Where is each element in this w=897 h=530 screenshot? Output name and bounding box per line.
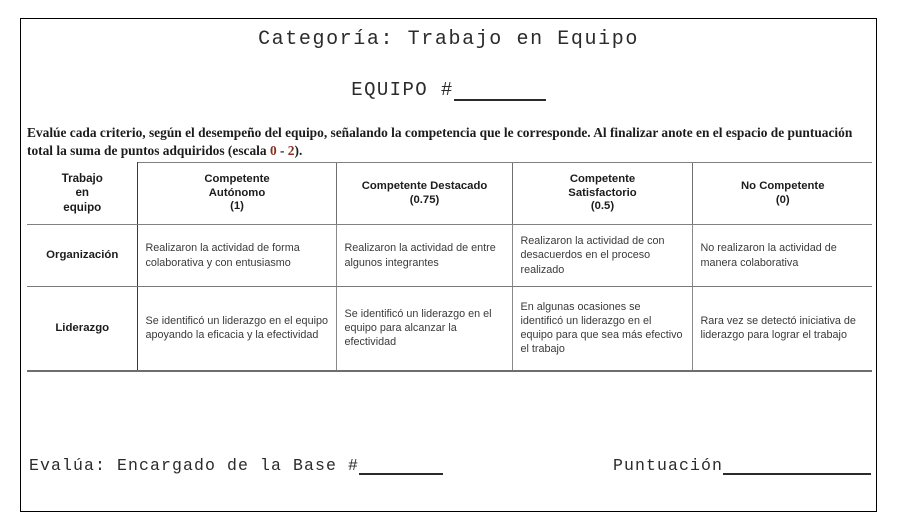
score-label: Puntuación xyxy=(613,456,724,475)
header-level-4-score: (0) xyxy=(775,193,790,206)
header-level-1-score: (1) xyxy=(230,200,244,213)
document-page xyxy=(20,18,877,512)
header-level-1-line-2: Autónomo xyxy=(208,186,266,199)
criterion-label-liderazgo: Liderazgo xyxy=(27,287,137,371)
header-level-4-line-1: No Competente xyxy=(741,180,825,192)
header-cell-no-competente xyxy=(692,163,872,225)
header-level-1-line-1: Competente xyxy=(204,173,270,186)
score-blank[interactable] xyxy=(723,460,871,475)
page-title: Categoría: Trabajo en Equipo xyxy=(258,28,639,51)
cell-liderazgo-autonomo[interactable]: Se identificó un liderazgo en el equipo apoyando la eficacia y la efectividad xyxy=(137,287,336,371)
criterion-label-organizacion: Organización xyxy=(27,225,137,287)
team-number-label: EQUIPO # xyxy=(351,79,454,101)
header-criterion-line-1: Trabajo xyxy=(61,171,103,185)
header-level-3-line-2: Satisfactorio xyxy=(568,186,637,199)
evaluator-blank[interactable] xyxy=(359,460,443,475)
evaluator-field xyxy=(29,456,443,475)
cell-organizacion-destacado[interactable]: Realizaron la actividad de entre algunos integrantes xyxy=(336,225,512,287)
cell-liderazgo-destacado[interactable]: Se identificó un liderazgo en el equipo para alcanzar la efectividad xyxy=(336,287,512,371)
table-header-row xyxy=(27,163,872,225)
cell-organizacion-no-competente[interactable]: No realizaron la actividad de manera colaborativa xyxy=(692,225,872,287)
header-criterion-line-3: equipo xyxy=(63,200,102,214)
cell-liderazgo-no-competente[interactable]: Rara vez se detectó iniciativa de liderazgo para lograr el trabajo xyxy=(692,287,872,371)
scale-maximum: 2 xyxy=(287,143,295,158)
header-level-3-line-1: Competente xyxy=(569,173,636,186)
instructions-line-1: Evalúe cada criterio, según el desempeño del equipo, señalando la competencia que le corresponde. Al finalizar anote en el xyxy=(27,125,723,140)
evaluator-label: Evalúa: Encargado de la Base # xyxy=(29,456,360,475)
cell-liderazgo-satisfactorio[interactable]: En algunas ocasiones se identificó un liderazgo en el equipo para que sea más efectivo el trabajo xyxy=(512,287,692,371)
header-level-2-line-1: Competente Destacado xyxy=(361,180,488,192)
table-row xyxy=(27,287,872,371)
header-cell-competente-destacado xyxy=(336,163,512,225)
header-level-2-score: (0.75) xyxy=(409,193,440,206)
cell-organizacion-satisfactorio[interactable]: Realizaron la actividad de con desacuerdos en el proceso realizado xyxy=(512,225,692,287)
instructions-line-2-end: ). xyxy=(294,143,303,158)
scale-separator: - xyxy=(276,143,288,158)
score-field xyxy=(613,456,871,475)
header-cell-criterion xyxy=(27,163,137,225)
team-number-blank[interactable] xyxy=(454,84,546,101)
scale-minimum: 0 xyxy=(269,143,277,158)
header-level-3-score: (0.5) xyxy=(590,200,615,213)
header-criterion-line-2: en xyxy=(75,186,90,199)
header-cell-competente-satisfactorio xyxy=(512,163,692,225)
table-row xyxy=(27,225,872,287)
cell-organizacion-autonomo[interactable]: Realizaron la actividad de forma colaborativa y con entusiasmo xyxy=(137,225,336,287)
rubric-table xyxy=(27,162,872,372)
footer xyxy=(29,456,870,486)
team-number-line xyxy=(21,79,876,101)
header-cell-competente-autonomo xyxy=(137,163,336,225)
instructions-line-2-start: espacio de puntuación total la suma de puntos adquiridos (escala xyxy=(27,125,853,158)
instructions-paragraph xyxy=(27,124,872,160)
